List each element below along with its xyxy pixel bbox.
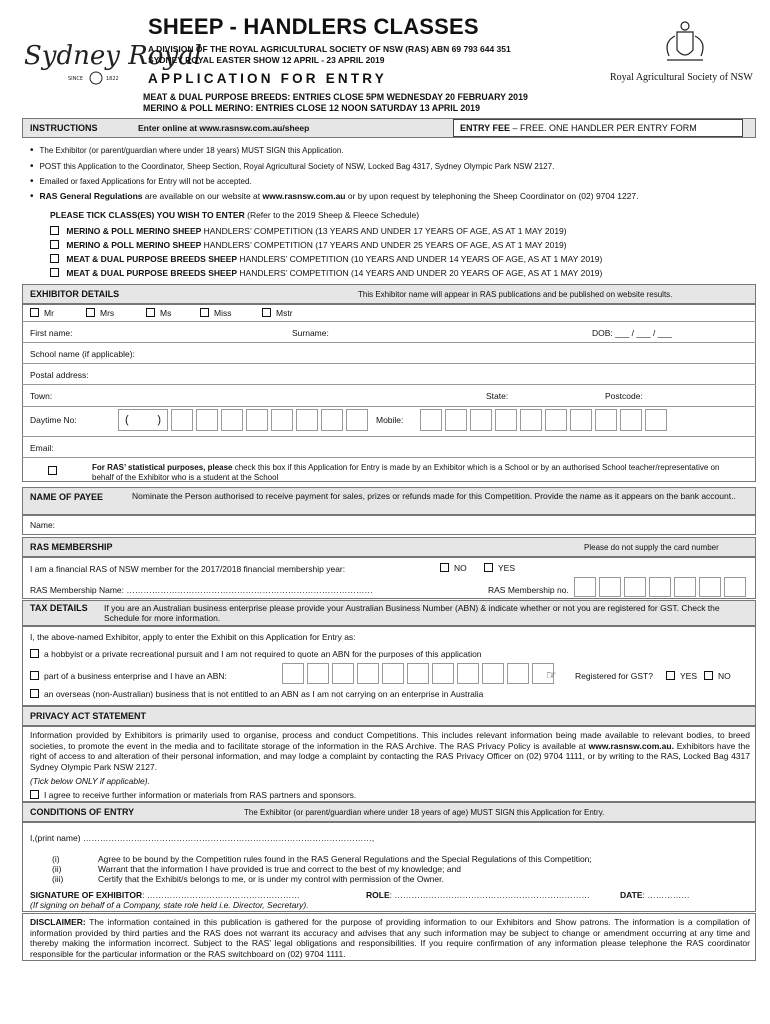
class-row[interactable]: MEAT & DUAL PURPOSE BREEDS SHEEP HANDLERS’ COMPETITION (10 YEARS AND UNDER 14 YEARS OF AGE, AS AT 1 MAY 2019) <box>50 254 602 264</box>
mobile-label: Mobile: <box>376 415 404 425</box>
membership-no-cells[interactable] <box>574 577 749 597</box>
close-date-merino: MERINO & POLL MERINO: ENTRIES CLOSE 12 NOON SATURDAY 13 APRIL 2019 <box>143 103 480 113</box>
condition-number: (iii) <box>52 874 64 884</box>
svg-text:1822: 1822 <box>106 76 119 82</box>
condition-text: Agree to be bound by the Competition rules found in the RAS General Regulations and the Special Regulations of this Competition; <box>98 854 592 864</box>
membership-name-field[interactable]: RAS Membership Name: …………………………………………………………………………… <box>30 585 373 595</box>
payee-text: Nominate the Person authorised to receive payment for sales, prizes or refunds made for this Competition. Provide the name as it appears on the bank account.. <box>132 491 736 501</box>
role-field[interactable]: ROLE: …………………………………………………………… <box>366 890 590 900</box>
membership-question: I am a financial RAS of NSW member for the 2017/2018 financial membership year: <box>30 564 346 574</box>
company-note: (If signing on behalf of a Company, state role held i.e. Director, Secretary). <box>30 900 309 910</box>
tax-text: If you are an Australian business enterprise please provide your Australian Business Number (ABN) & indicate whether or not you are registered for GST. Check the Schedule for more information. <box>104 603 720 623</box>
class-checkbox[interactable] <box>50 268 59 277</box>
instruction-item: • POST this Application to the Coordinator, Sheep Section, Royal Agricultural Society of NSW, Locked Bag 4317, Sydney Olympic Park NSW 2127. <box>30 161 554 172</box>
mobile-cells[interactable] <box>420 409 670 431</box>
membership-yes[interactable]: YES <box>484 563 515 573</box>
title-checkbox[interactable] <box>200 308 209 317</box>
print-name-field[interactable]: I,(print name) …………………………………………………………………………………………, <box>30 833 375 843</box>
condition-number: (i) <box>52 854 60 864</box>
payee-name-field[interactable]: Name: <box>30 520 56 530</box>
surname-field[interactable]: Surname: <box>292 328 329 338</box>
class-checkbox[interactable] <box>50 254 59 263</box>
instruction-item-regulations: • RAS General Regulations are available on our website at www.rasnsw.com.au or by upon request by telephoning the Sheep Coordinator on (02) 9704 1227. <box>30 191 639 202</box>
gst-no[interactable]: NO <box>704 671 731 681</box>
state-field[interactable]: State: <box>486 391 509 401</box>
exhibitor-note: This Exhibitor name will appear in RAS publications and be published on website results. <box>358 290 673 299</box>
condition-text: Certify that the Exhibit/s belongs to me, or is under my control with permission of the Owner. <box>98 874 444 884</box>
class-row[interactable]: MEAT & DUAL PURPOSE BREEDS SHEEP HANDLERS’ COMPETITION (14 YEARS AND UNDER 20 YEARS OF AGE, AS AT 1 MAY 2019) <box>50 268 602 278</box>
privacy-heading: PRIVACY ACT STATEMENT <box>30 711 147 721</box>
town-field[interactable]: Town: <box>30 391 53 401</box>
instructions-heading: INSTRUCTIONS <box>30 123 98 133</box>
page-title: SHEEP - HANDLERS CLASSES <box>148 14 479 39</box>
sydney-royal-logo <box>22 28 202 88</box>
disclaimer-text: DISCLAIMER: The information contained in this publication is gathered for the purpose of providing information to our Exhibitors and Show patrons. The information is a compilation of information provided by third parties and the RAS does not warrant its accuracy and advises that any such information may be subject to change or amendment occurring at any time and thereby making the information incorrect. Subject to the RAS’ legal obligations and responsibilities. If you require confirmation of any information please telephone the RAS coordinator responsible for the particular information or the RAS switchboard on (02) 9704 1111. <box>30 917 750 959</box>
daytime-label: Daytime No: <box>30 415 77 425</box>
date-field[interactable]: DATE: …………… <box>620 890 690 900</box>
school-checkbox[interactable] <box>48 466 62 476</box>
email-field[interactable]: Email: <box>30 443 54 453</box>
membership-no-label: RAS Membership no. <box>488 585 569 595</box>
title-checkbox[interactable] <box>262 308 271 317</box>
instruction-item: • Emailed or faxed Applications for Entry will not be accepted. <box>30 176 252 187</box>
payee-heading: NAME OF PAYEE <box>30 492 104 502</box>
application-for-entry: APPLICATION FOR ENTRY <box>148 71 387 86</box>
payee-name-row <box>22 515 756 535</box>
membership-heading: RAS MEMBERSHIP <box>30 542 113 552</box>
tax-apply: I, the above-named Exhibitor, apply to enter the Exhibit on this Application for Entry as: <box>30 632 356 642</box>
svg-text:SINCE: SINCE <box>68 76 84 82</box>
postal-address-field[interactable]: Postal address: <box>30 370 89 380</box>
title-ms[interactable]: Ms <box>146 308 171 318</box>
membership-no[interactable]: NO <box>440 563 467 573</box>
class-row[interactable]: MERINO & POLL MERINO SHEEP HANDLERS’ COMPETITION (13 YEARS AND UNDER 17 YEARS OF AGE, AS AT 1 MAY 2019) <box>50 226 567 236</box>
daytime-phone-cells[interactable] <box>118 409 371 431</box>
close-date-meat: MEAT & DUAL PURPOSE BREEDS: ENTRIES CLOSE 5PM WEDNESDAY 20 FEBRUARY 2019 <box>143 92 528 102</box>
privacy-text: Information provided by Exhibitors is primarily used to organise, process and conduct Competitions. This includes relevant information being made available to relevant bodies, to breed societies, to promote the event in the media and to facilitate storage of the information in the RAS Archive. The RAS Privacy Policy is available at www.rasnsw.com.au. Exhibitors have the right of access to and alteration of their personal information, and may lodge a complaint by contacting the RAS Privacy Officer on (02) 9704 1111, or by writing to the RAS, Locked Bag 4317 Sydney Olympic Park NSW 2127. <box>30 730 750 772</box>
class-checkbox[interactable] <box>50 226 59 235</box>
tax-heading: TAX DETAILS <box>30 603 88 613</box>
svg-text:Sydney Royal: Sydney Royal <box>24 41 202 71</box>
privacy-tick-note: (Tick below ONLY if applicable). <box>30 776 150 786</box>
gst-question: Registered for GST? <box>575 671 653 681</box>
dob-field[interactable]: DOB: ___ / ___ / ___ <box>592 328 672 338</box>
title-checkbox[interactable] <box>146 308 155 317</box>
exhibitor-heading: EXHIBITOR DETAILS <box>30 289 120 299</box>
title-checkbox[interactable] <box>30 308 39 317</box>
title-checkbox[interactable] <box>86 308 95 317</box>
title-mrs[interactable]: Mrs <box>86 308 114 318</box>
title-mstr[interactable]: Mstr <box>262 308 293 318</box>
area-code-cell[interactable]: ( ) <box>118 409 168 431</box>
title-mr[interactable]: Mr <box>30 308 54 318</box>
postcode-field[interactable]: Postcode: <box>605 391 643 401</box>
tax-option-overseas[interactable]: an overseas (non-Australian) business that is not entitled to an ABN as I am not carrying on an enterprise in Australia <box>30 689 483 699</box>
instruction-item: • The Exhibitor (or parent/guardian where under 18 years) MUST SIGN this Application. <box>30 145 344 156</box>
condition-number: (ii) <box>52 864 62 874</box>
membership-note: Please do not supply the card number <box>584 543 719 552</box>
ras-crest-logo <box>610 22 760 92</box>
conditions-note: The Exhibitor (or parent/guardian where under 18 years of age) MUST SIGN this Application for Entry. <box>244 808 605 817</box>
gst-yes[interactable]: YES <box>666 671 697 681</box>
tax-option-business[interactable]: part of a business enterprise and I have an ABN: <box>30 671 227 681</box>
ras-name: Royal Agricultural Society of NSW <box>610 72 753 83</box>
privacy-agree[interactable]: I agree to receive further information or materials from RAS partners and sponsors. <box>30 790 356 800</box>
first-name-field[interactable]: First name: <box>30 328 73 338</box>
division-line: A DIVISION OF THE ROYAL AGRICULTURAL SOCIETY OF NSW (RAS) ABN 69 793 644 351 <box>148 44 511 54</box>
school-note: For RAS’ statistical purposes, please check this box if this Application for Entry is made by an Exhibitor which is a School or by an authorised School teacher/representative on behalf of the Exhibitor who is a student at the School <box>92 463 720 482</box>
class-row[interactable]: MERINO & POLL MERINO SHEEP HANDLERS’ COMPETITION (17 YEARS AND UNDER 25 YEARS OF AGE, AS AT 1 MAY 2019) <box>50 240 567 250</box>
classes-heading: PLEASE TICK CLASS(ES) YOU WISH TO ENTER (Refer to the 2019 Sheep & Fleece Schedule) <box>50 210 420 220</box>
tax-option-hobbyist[interactable]: a hobbyist or a private recreational pursuit and I am not required to quote an ABN for the purposes of this application <box>30 649 482 659</box>
conditions-heading: CONDITIONS OF ENTRY <box>30 807 135 817</box>
entry-fee: ENTRY FEE – FREE. ONE HANDLER PER ENTRY FORM <box>460 123 697 133</box>
title-miss[interactable]: Miss <box>200 308 231 318</box>
pointer-icon: ☞ <box>546 668 557 682</box>
abn-cells[interactable] <box>282 663 557 684</box>
condition-text: Warrant that the information I have provided is true and correct to the best of my knowledge; and <box>98 864 462 874</box>
online-entry-text: Enter online at www.rasnsw.com.au/sheep <box>138 123 310 133</box>
show-dates: SYDNEY ROYAL EASTER SHOW 12 APRIL - 23 APRIL 2019 <box>148 55 385 65</box>
signature-field[interactable]: SIGNATURE OF EXHIBITOR: ……………………………………………… <box>30 890 300 900</box>
class-checkbox[interactable] <box>50 240 59 249</box>
school-field[interactable]: School name (if applicable): <box>30 349 135 359</box>
